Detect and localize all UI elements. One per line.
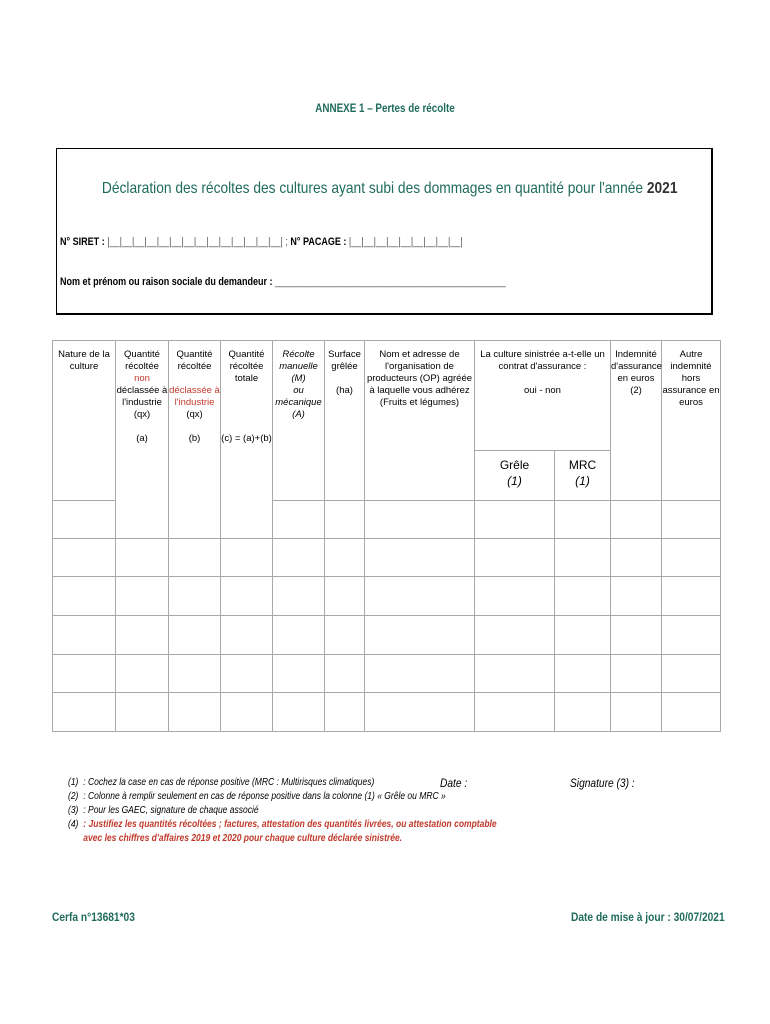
- annex-title: ANNEXE 1 – Pertes de récolte: [315, 101, 455, 115]
- losses-table: [52, 340, 721, 732]
- signature-label: Signature (3) :: [570, 776, 635, 790]
- date-label: Date :: [440, 776, 468, 790]
- footnote-3: (3) : Pour les GAEC, signature de chaque associé: [68, 805, 259, 816]
- nom-line: [60, 276, 506, 288]
- footnote-1: (1) : Cochez la case en cas de réponse positive (MRC : Multirisques climatiques): [68, 777, 375, 788]
- siret-label: N° SIRET :: [60, 236, 105, 248]
- pacage-boxes[interactable]: |__|__|__|__|__|__|__|__|__|: [348, 236, 463, 248]
- update-date: Date de mise à jour : 30/07/2021: [571, 910, 725, 924]
- table-row: [53, 539, 721, 577]
- header-nature: Nature de la culture: [53, 341, 116, 501]
- declaration-year: 2021: [646, 180, 678, 197]
- header-grele: Grêle (1): [475, 451, 555, 501]
- pacage-label: N° PACAGE :: [290, 236, 347, 248]
- declaration-title: Déclaration des récoltes des cultures ayant subi des dommages en quantité pour l'année 2021: [101, 180, 678, 197]
- header-op: Nom et adresse de l'organisation de producteurs (OP) agréée à laquelle vous adhérez (Fruits et légumes): [365, 341, 475, 501]
- table-row: [53, 616, 721, 655]
- siret-line: [60, 236, 463, 248]
- nom-label: Nom et prénom ou raison sociale du demandeur :: [60, 276, 273, 288]
- footnote-4: (4) : Justifiez les quantités récoltées ; factures, attestation des quantités livrées, ou attestation comptable: [68, 819, 497, 830]
- header-autre-indemnite: Autre indemnité hors assurance en euros: [662, 341, 721, 501]
- header-mrc: MRC (1): [555, 451, 611, 501]
- footnotes: [68, 776, 497, 846]
- table-row: [53, 693, 721, 732]
- header-surface: Surface grêlée (ha): [325, 341, 365, 501]
- header-qty-totale: Quantité récoltée totale (c) = (a)+(b): [221, 341, 273, 539]
- cerfa-number: Cerfa n°13681*03: [52, 910, 135, 924]
- declaration-box: [56, 148, 713, 315]
- siret-separator: ;: [285, 236, 288, 248]
- header-assurance: La culture sinistrée a-t-elle un contrat d'assurance : oui - non: [475, 341, 611, 451]
- header-indemnite-assurance: Indemnité d'assurance en euros (2): [611, 341, 662, 501]
- header-qty-declassee: Quantité récoltée déclassée à l'industrie (qx) (b): [169, 341, 221, 539]
- siret-boxes[interactable]: |__|__|__|__|__|__|__|__|__|__|__|__|__|__|: [107, 236, 283, 248]
- footnote-4-cont: avec les chiffres d'affaires 2019 et 2020 pour chaque culture déclarée sinistrée.: [83, 833, 403, 844]
- nom-field[interactable]: ______________________________________________: [275, 276, 506, 288]
- header-qty-non-declassee: Quantité récoltée non déclassée à l'industrie (qx) (a): [116, 341, 169, 539]
- table-row: [53, 577, 721, 616]
- table-row: [53, 655, 721, 693]
- footnote-2: (2) : Colonne à remplir seulement en cas de réponse positive dans la colonne (1) « Grêle ou MRC »: [68, 791, 446, 802]
- header-recolte: Récolte manuelle (M) ou mécanique (A): [273, 341, 325, 501]
